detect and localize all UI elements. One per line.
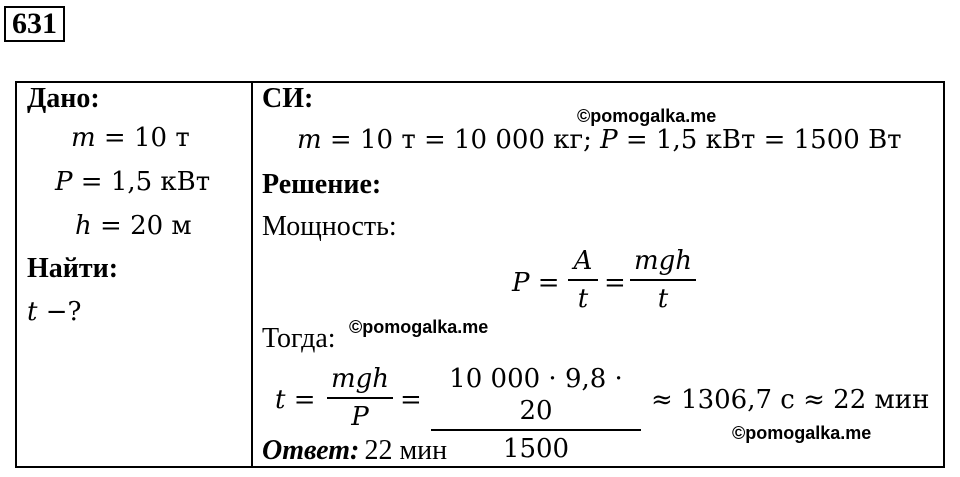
solution-heading: Решение: [262, 169, 382, 200]
fraction-mgh-over-t [630, 245, 696, 315]
time-result: ≈ 1306,7 с ≈ 22 мин [651, 385, 930, 415]
problem-number: 631 [4, 6, 65, 42]
equals-sign: = [400, 385, 422, 415]
si-power-conversion: = 1,5 кВт = 1500 Вт [625, 125, 902, 155]
fraction-bar [431, 429, 641, 431]
find-heading: Найти: [27, 253, 119, 284]
fraction-numerator: mgh [633, 246, 693, 276]
equals-sign: = [604, 268, 626, 298]
given-height: h = 20 м [75, 211, 192, 241]
column-divider [251, 83, 253, 466]
fraction-bar [568, 279, 598, 281]
find-unknown-text: −? [45, 297, 82, 327]
answer-value: 22 мин [364, 435, 448, 466]
given-power-value: = 1,5 кВт [80, 167, 211, 197]
fraction-denominator: 1500 [502, 434, 570, 464]
answer-label: Ответ: [262, 435, 360, 466]
given-mass: m = 10 т [71, 123, 190, 153]
fraction-numeric [431, 363, 641, 465]
fraction-bar [630, 279, 696, 281]
power-label: Мощность: [262, 211, 397, 242]
watermark-middle: ©pomogalka.me [349, 317, 489, 337]
fraction-denominator: P [351, 402, 369, 432]
answer-line [262, 435, 447, 467]
fraction-numerator: 10 000 · 9,8 · 20 [449, 364, 623, 426]
watermark-top: ©pomogalka.me [577, 106, 717, 126]
fraction-denominator: t [577, 284, 589, 314]
power-formula-lhs: P = [512, 268, 560, 298]
find-unknown: t −? [27, 297, 82, 327]
fraction-mgh-over-p [327, 363, 393, 433]
si-heading: СИ: [262, 83, 314, 114]
fraction-a-over-t [568, 245, 598, 315]
si-mass-conversion: = 10 т = 10 000 кг; [329, 125, 592, 155]
fraction-numerator: mgh [330, 364, 390, 394]
watermark-bottom: ©pomogalka.me [732, 423, 872, 443]
given-height-value: = 20 м [100, 211, 192, 241]
given-heading: Дано: [27, 83, 100, 114]
fraction-denominator: t [657, 284, 669, 314]
fraction-numerator: A [573, 246, 593, 276]
solution-table [15, 81, 945, 468]
time-formula-lhs: t = [275, 385, 316, 415]
given-power: P = 1,5 кВт [55, 167, 211, 197]
si-conversion: m = 10 т = 10 000 кг; P = 1,5 кВт = 1500 Вт [297, 125, 902, 155]
given-mass-value: = 10 т [103, 123, 190, 153]
then-label: Тогда: [262, 323, 336, 354]
fraction-bar [327, 397, 393, 399]
